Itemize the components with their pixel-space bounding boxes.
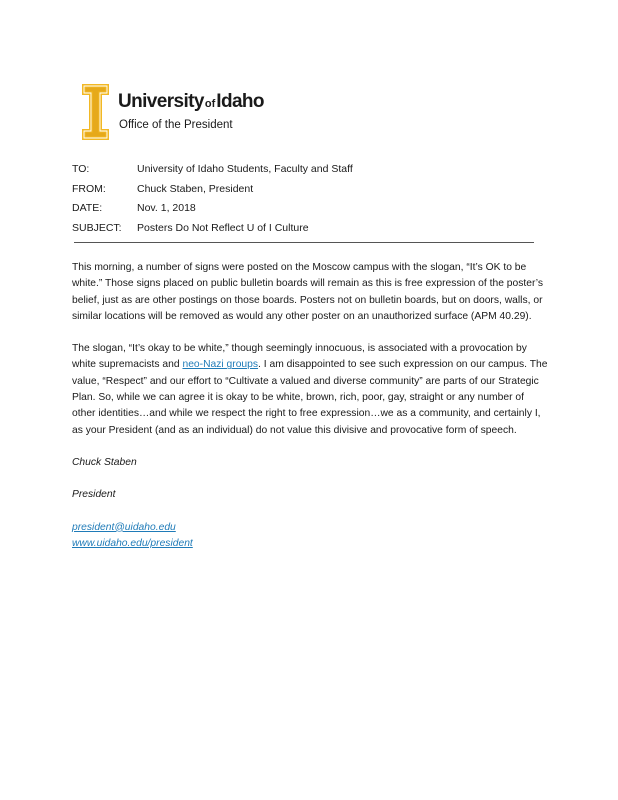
- website-link[interactable]: www.uidaho.edu/president: [72, 538, 193, 550]
- memo-to-value: University of Idaho Students, Faculty and Staff: [137, 163, 353, 175]
- body-paragraph-2-start: The slogan, “It’s okay to be white,” though seemingly innocuous, is associated with a provocation by white supremacists and: [72, 343, 527, 371]
- neo-nazi-groups-link[interactable]: neo-Nazi groups: [182, 359, 259, 371]
- body-paragraph-1: This morning, a number of signs were posted on the Moscow campus with the slogan, “It’s OK to be white.” Those signs placed on public bulletin boards will remain as this is free expression of the poster’s belief, just as are other postings on those boards. Posters not on bulletin boards, but on doors, walls, or similar locations will be removed as would any other poster on an unauthorized surface (APM 40.29).: [72, 262, 544, 322]
- email-link[interactable]: president@uidaho.edu: [72, 521, 176, 533]
- body-paragraph-2: [72, 341, 548, 439]
- signature-name: Chuck Staben: [72, 456, 137, 468]
- memo-subject-label: SUBJECT:: [72, 221, 122, 234]
- signature-title: President: [72, 489, 116, 501]
- header-divider: [74, 242, 534, 243]
- memo-from-value: Chuck Staben, President: [137, 182, 254, 195]
- memo-subject-value: Posters Do Not Reflect U of I Culture: [137, 221, 309, 234]
- logo-wordmark: UniversityofIdaho: [118, 91, 264, 112]
- memo-to-label: TO:: [72, 163, 90, 175]
- logo-subtitle: Office of the President: [119, 119, 233, 131]
- memo-from-label: FROM:: [72, 182, 106, 195]
- memo-date-value: Nov. 1, 2018: [137, 202, 196, 214]
- memo-date-label: DATE:: [72, 202, 103, 214]
- signature-block: [72, 455, 548, 504]
- university-i-logo-icon: [82, 84, 109, 140]
- memo-body: [72, 260, 548, 553]
- contact-links: [72, 520, 548, 553]
- body-paragraph-2-end: . I am disappointed to see such expression on our campus. The value, “Respect” and our effort to “Cultivate a valued and diverse community” are parts of our Strategic Plan. So, while we can agree it is okay to be white, brown, rich, poor, gay, straight or any number of other identities…and while we respect the right to free expression…we as a community, and certainly I, as your President (and as an individual) do not value this divisive and provocative form of speech.: [72, 359, 548, 436]
